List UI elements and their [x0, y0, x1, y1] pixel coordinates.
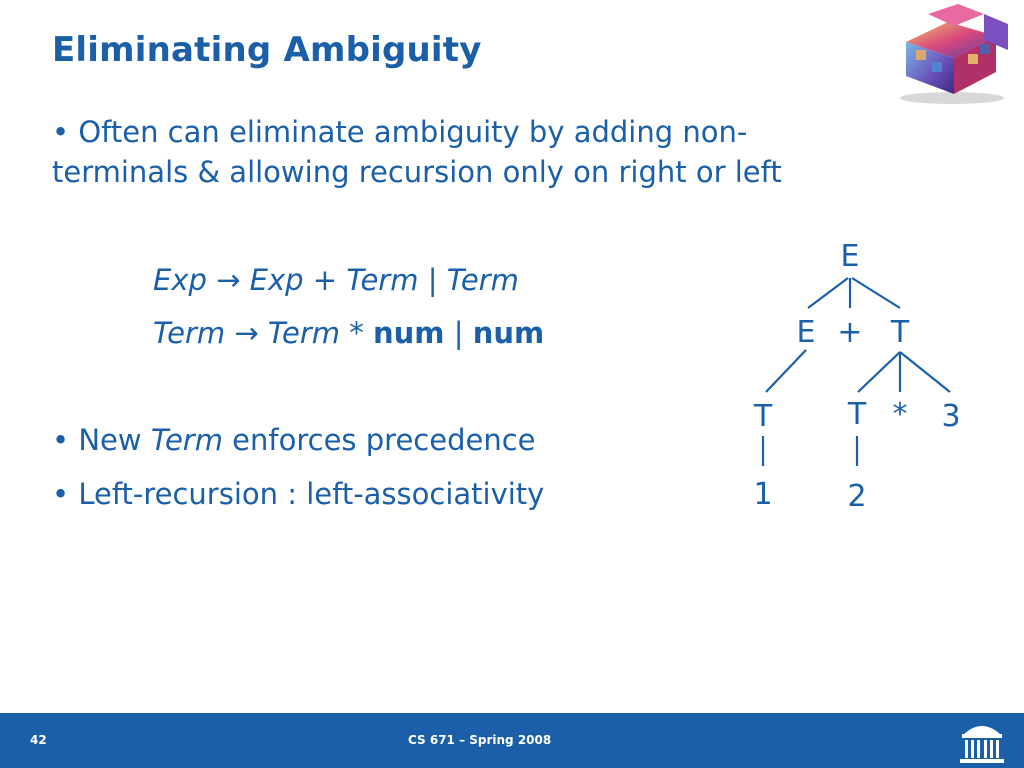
tree-node-three: 3	[941, 399, 961, 434]
tree-node-e: E	[796, 315, 816, 350]
bullet-text: Left-recursion : left-associativity	[78, 477, 545, 511]
rule2-star: *	[349, 316, 364, 350]
rule2-rhs1: Term	[267, 316, 341, 350]
tree-node-star: *	[892, 397, 908, 432]
tree-node-plus: +	[837, 315, 863, 350]
rule1-rhs1: Exp	[249, 263, 304, 297]
bullet-precedence	[52, 420, 536, 460]
slide-title: Eliminating Ambiguity	[52, 30, 482, 70]
cube-logo-icon	[888, 2, 1020, 106]
bullet-marker: •	[52, 477, 70, 511]
parse-tree-edges	[763, 278, 950, 466]
rotunda-logo-icon	[958, 716, 1006, 766]
course-label: CS 671 – Spring 2008	[408, 733, 552, 747]
tree-leaf-one: 1	[753, 477, 773, 512]
rule2-arrow: →	[234, 316, 259, 350]
rule1-rhs3: Term	[446, 263, 519, 297]
rule1-bar: |	[427, 263, 438, 297]
rule2-lhs: Term	[153, 316, 226, 350]
tree-node-t-left: T	[753, 399, 773, 434]
bullet-associativity	[52, 474, 544, 514]
rule2-bar: |	[453, 316, 464, 350]
rule1-plus: +	[312, 263, 338, 297]
grammar-rule-term	[153, 313, 544, 353]
rule1-rhs2: Term	[346, 263, 419, 297]
parse-tree	[740, 230, 980, 520]
rule1-lhs: Exp	[153, 263, 207, 297]
rule2-num2: num	[472, 316, 545, 350]
tree-node-t: T	[890, 315, 910, 350]
tree-leaf-two: 2	[847, 479, 867, 514]
grammar-rule-exp	[153, 260, 519, 300]
bullet-text-line2: terminals & allowing recursion only on right or left	[52, 155, 782, 189]
page-number: 42	[30, 733, 47, 747]
bullet-marker: •	[52, 423, 70, 457]
rule1-arrow: →	[216, 263, 241, 297]
bullet-text-line1: Often can eliminate ambiguity by adding non-	[78, 115, 748, 149]
bullet-post: enforces precedence	[222, 423, 536, 457]
bullet-marker: •	[52, 115, 70, 149]
bullet-italic-term: Term	[150, 423, 223, 457]
tree-node-root: E	[840, 239, 860, 274]
footer-bar	[0, 713, 1024, 768]
bullet-pre: New	[78, 423, 151, 457]
bullet-ambiguity	[52, 112, 782, 192]
tree-node-t-mid: T	[847, 397, 867, 432]
rule2-num1: num	[373, 316, 445, 350]
